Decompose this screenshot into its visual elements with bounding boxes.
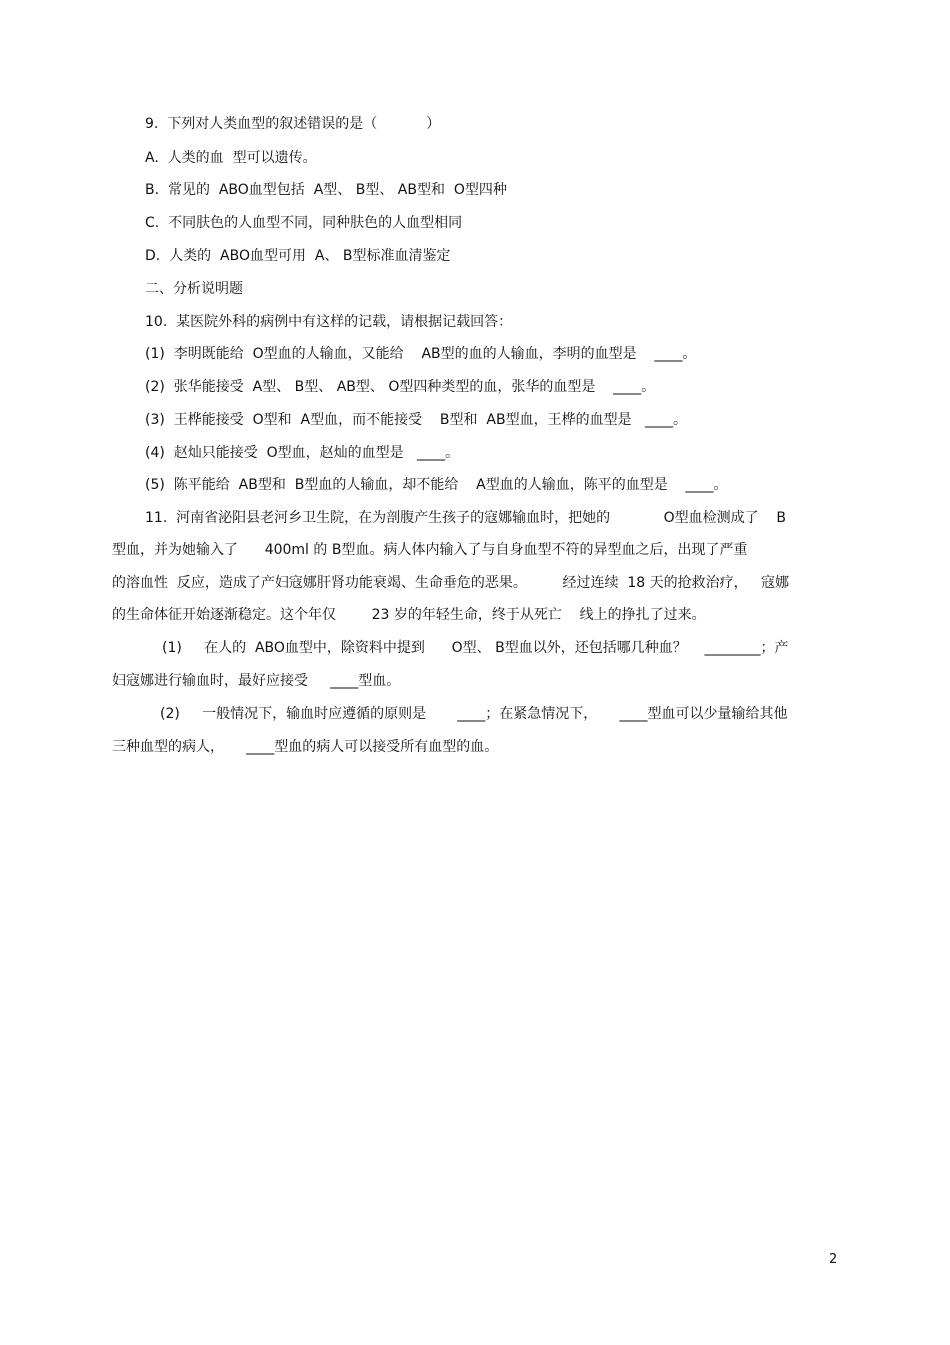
q10-item-2: (2) 张华能接受 A型、 B型、 AB型、 O型四种类型的血，张华的血型是 ____。 xyxy=(145,379,656,395)
q10-item-1: (1) 李明既能给 O型血的人输血，又能给 AB型的血的人输血，李明的血型是 ____。 xyxy=(145,346,697,362)
page-number: 2 xyxy=(829,1252,838,1267)
q9-option-c: C. 不同肤色的人血型不同，同种肤色的人血型相同 xyxy=(145,215,463,231)
q11-sub1-line-1: (1) 在人的 ABO血型中，除资料中提到 O型、 B型血以外，还包括哪几种血？ ________；产 xyxy=(162,640,789,656)
q11-passage-line-1: 11. 河南省泌阳县老河乡卫生院，在为剖腹产生孩子的寇娜输血时，把她的 O型血检测成了 B xyxy=(145,510,786,526)
q10-item-3: (3) 王桦能接受 O型和 A型血，而不能接受 B型和 AB型血，王桦的血型是 ____。 xyxy=(145,412,687,428)
q10-item-4: (4) 赵灿只能接受 O型血，赵灿的血型是 ____。 xyxy=(145,445,460,461)
q11-sub2-line-2: 三种血型的病人， ____型血的病人可以接受所有血型的血。 xyxy=(112,739,499,755)
q11-sub2-line-1: (2) 一般情况下，输血时应遵循的原则是 ____；在紧急情况下， ____型血可以少量输给其他 xyxy=(160,706,788,722)
q10-item-5: (5) 陈平能给 AB型和 B型血的人输血，却不能给 A型血的人输血，陈平的血型是 ____。 xyxy=(145,477,728,493)
q9-option-d: D. 人类的 ABO血型可用 A、 B型标准血清鉴定 xyxy=(145,248,451,264)
q11-passage-line-2: 型血，并为她输入了 400ml 的 B型血。病人体内输入了与自身血型不符的异型血之后，出现了严重 xyxy=(112,542,748,558)
section-heading: 二、分析说明题 xyxy=(145,281,243,297)
q11-passage-line-3: 的溶血性 反应，造成了产妇寇娜肝肾功能衰竭、生命垂危的恶果。 经过连续 18 天的抢救治疗， 寇娜 xyxy=(112,575,790,591)
q9-option-b: B. 常见的 ABO血型包括 A型、 B型、 AB型和 O型四种 xyxy=(145,182,507,198)
q10-stem: 10. 某医院外科的病例中有这样的记载，请根据记载回答： xyxy=(145,314,513,330)
q11-sub1-line-2: 妇寇娜进行输血时，最好应接受 ____型血。 xyxy=(112,673,401,689)
q11-passage-line-4: 的生命体征开始逐渐稳定。这个年仅 23 岁的年轻生命，终于从死亡 线上的挣扎了过来。 xyxy=(112,607,706,623)
q9-stem: 9. 下列对人类血型的叙述错误的是（ ） xyxy=(145,116,441,132)
q9-option-a: A. 人类的血 型可以遗传。 xyxy=(145,150,317,166)
